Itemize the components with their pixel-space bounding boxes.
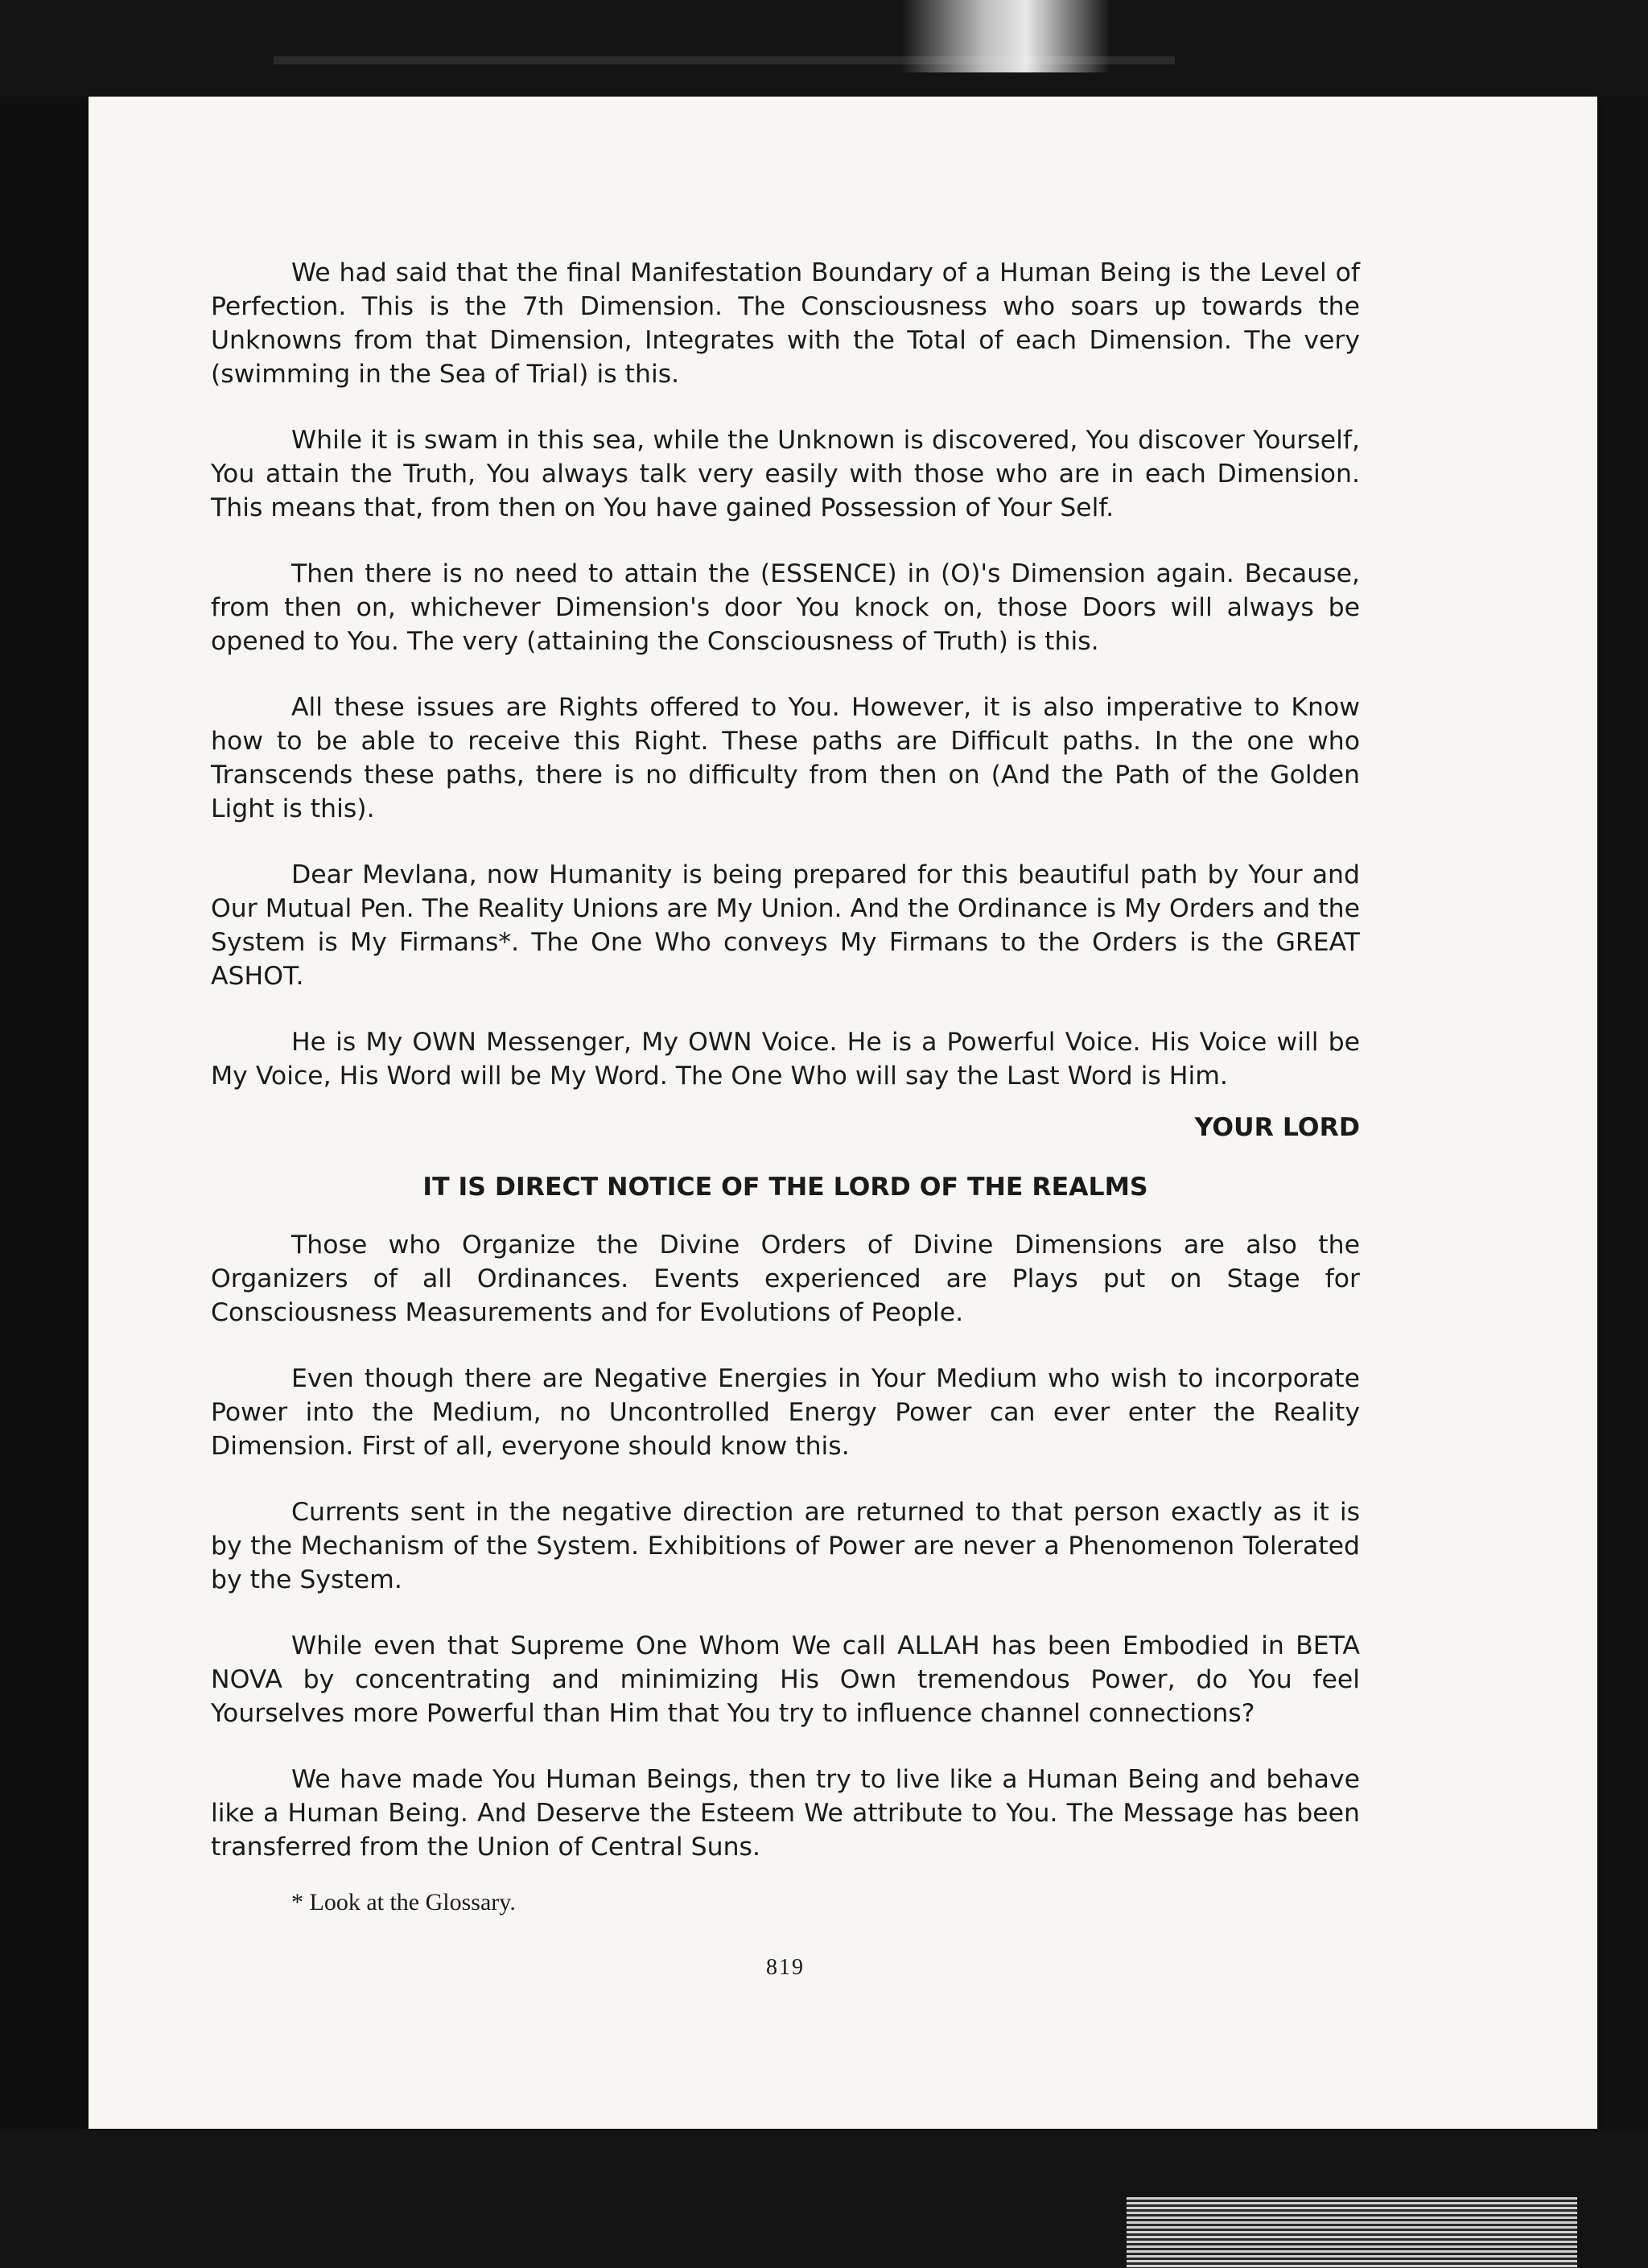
paragraph-6: He is My OWN Messenger, My OWN Voice. He is a Powerful Voice. His Voice will be My Voice, His Word will be My Word. The One Who will say the Last Word is Him.	[211, 1028, 1360, 1091]
paragraph-4: All these issues are Rights offered to You. However, it is also imperative to Know how to be able to receive this Right. These paths are Difficult paths. In the one who Transcends these paths, there is no difficulty from then on (And the Path of the Golden Light is this).	[211, 693, 1360, 823]
page-content	[211, 256, 1360, 1985]
scan-right-border	[1597, 97, 1648, 2129]
paragraph-5: Dear Mevlana, now Humanity is being prepared for this beautiful path by Your and Our Mutual Pen. The Reality Unions are My Union. And the Ordinance is My Orders and the System is My Firmans*. The One Who conveys My Firmans to the Orders is the GREAT ASHOT.	[211, 860, 1360, 991]
page-number: 819	[766, 1955, 805, 1980]
paragraph-10: While even that Supreme One Whom We call ALLAH has been Embodied in BETA NOVA by concentrating and minimizing His Own tremendous Power, do You feel Yourselves more Powerful than Him that You try to influence channel connections?	[211, 1631, 1360, 1728]
paragraph-2: While it is swam in this sea, while the Unknown is discovered, You discover Yourself, You attain the Truth, You always talk very easily with those who are in each Dimension. This means that, from then on You have gained Possession of Your Self.	[211, 426, 1360, 522]
paragraph-3: Then there is no need to attain the (ESSENCE) in (O)'s Dimension again. Because, from then on, whichever Dimension's door You knock on, those Doors will always be opened to You. The very (attaining the Consciousness of Truth) is this.	[211, 559, 1360, 656]
paragraph-7: Those who Organize the Divine Orders of Divine Dimensions are also the Organizers of all Ordinances. Events experienced are Plays put on Stage for Consciousness Measurements and for Evolutions of People.	[211, 1231, 1360, 1327]
paragraph-9: Currents sent in the negative direction are returned to that person exactly as it is by the Mechanism of the System. Exhibitions of Power are never a Phenomenon Tolerated by the System.	[211, 1498, 1360, 1594]
paragraph-1: We had said that the final Manifestation Boundary of a Human Being is the Level of Perfection. This is the 7th Dimension. The Consciousness who soars up towards the Unknowns from that Dimension, Integrates with the Total of each Dimension. The very (swimming in the Sea of Trial) is this.	[211, 258, 1360, 389]
scan-bottom-smudge	[1127, 2197, 1577, 2268]
paragraph-8: Even though there are Negative Energies in Your Medium who wish to incorporate Power into the Medium, no Uncontrolled Energy Power can ever enter the Reality Dimension. First of all, everyone should know this.	[211, 1364, 1360, 1461]
scan-top-smudge	[901, 0, 1110, 72]
section-heading: IT IS DIRECT NOTICE OF THE LORD OF THE REALMS	[422, 1173, 1148, 1202]
paragraph-11: We have made You Human Beings, then try to live like a Human Being and behave like a Human Being. And Deserve the Esteem We attribute to You. The Message has been transferred from the Union of Central Suns.	[211, 1765, 1360, 1862]
signature: YOUR LORD	[1194, 1113, 1360, 1142]
footnote: * Look at the Glossary.	[291, 1889, 516, 1915]
scan-left-border	[0, 97, 89, 2129]
